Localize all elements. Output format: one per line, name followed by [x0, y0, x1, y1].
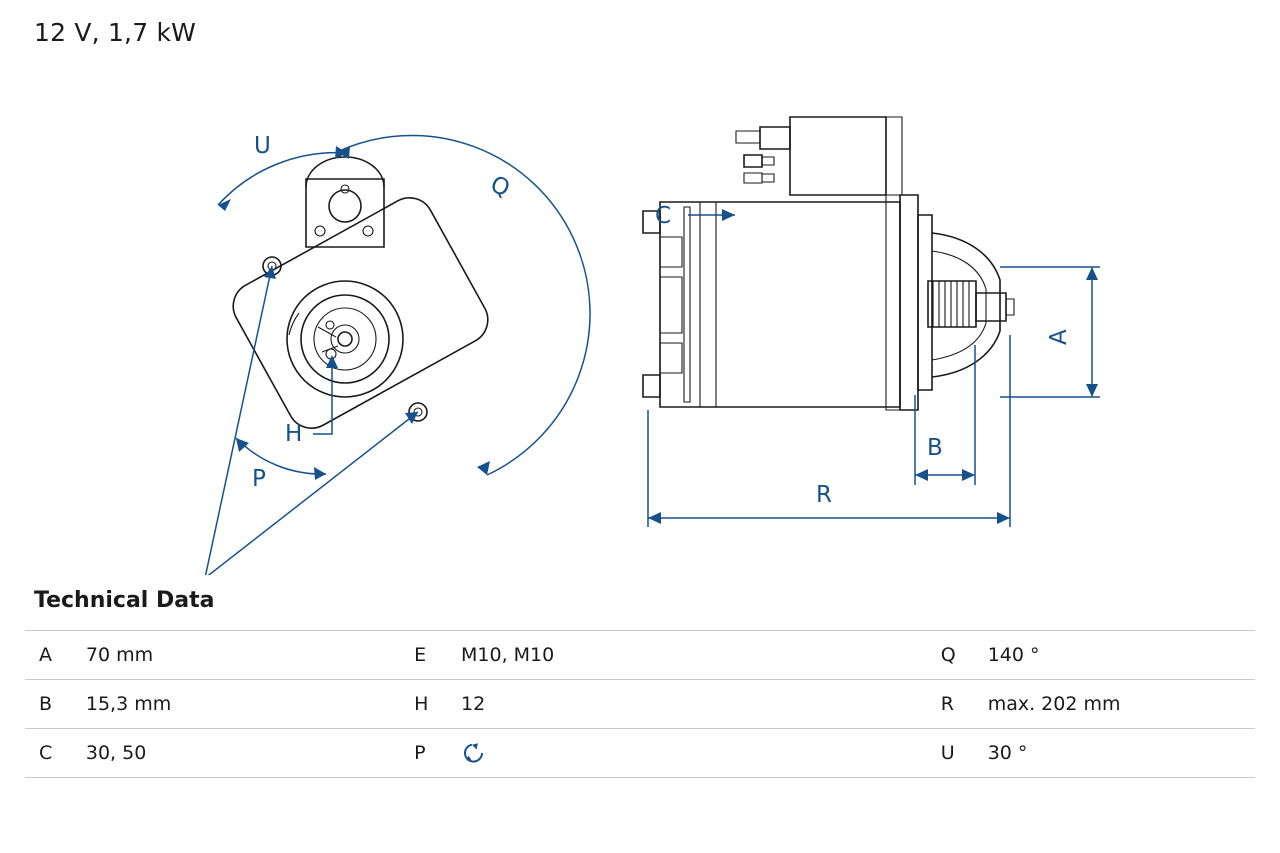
label-U: U: [254, 133, 271, 159]
row-value-r: max. 202 mm: [974, 680, 1255, 729]
right-side-view: [643, 117, 1100, 527]
row-value-e: M10, M10: [447, 631, 927, 680]
row-value-c: 30, 50: [72, 729, 400, 778]
row-key-e: E: [400, 631, 447, 680]
row-value-q: 140 °: [974, 631, 1255, 680]
technical-drawing: [0, 55, 1280, 575]
technical-data-table: [25, 630, 1255, 778]
label-Q: Q: [486, 171, 514, 203]
row-key-p: P: [400, 729, 447, 778]
label-R: R: [816, 482, 832, 508]
table-row: [25, 680, 1255, 729]
table-row: [25, 729, 1255, 778]
label-A: A: [1046, 329, 1072, 345]
table-row: [25, 631, 1255, 680]
row-key-q: Q: [927, 631, 974, 680]
row-key-r: R: [927, 680, 974, 729]
row-key-a: A: [25, 631, 72, 680]
row-value-u: 30 °: [974, 729, 1255, 778]
rotation-cw-icon: [461, 740, 487, 766]
label-P: P: [252, 466, 266, 492]
row-value-h: 12: [447, 680, 927, 729]
row-value-a: 70 mm: [72, 631, 400, 680]
row-key-h: H: [400, 680, 447, 729]
page-title: 12 V, 1,7 kW: [34, 18, 197, 47]
row-value-b: 15,3 mm: [72, 680, 400, 729]
row-key-b: B: [25, 680, 72, 729]
row-key-u: U: [927, 729, 974, 778]
row-key-c: C: [25, 729, 72, 778]
label-H: H: [285, 421, 303, 447]
left-front-view: [181, 133, 590, 575]
row-value-p: [447, 729, 927, 778]
label-C: C: [655, 203, 672, 229]
label-B: B: [927, 435, 943, 461]
technical-data-heading: Technical Data: [34, 588, 215, 613]
